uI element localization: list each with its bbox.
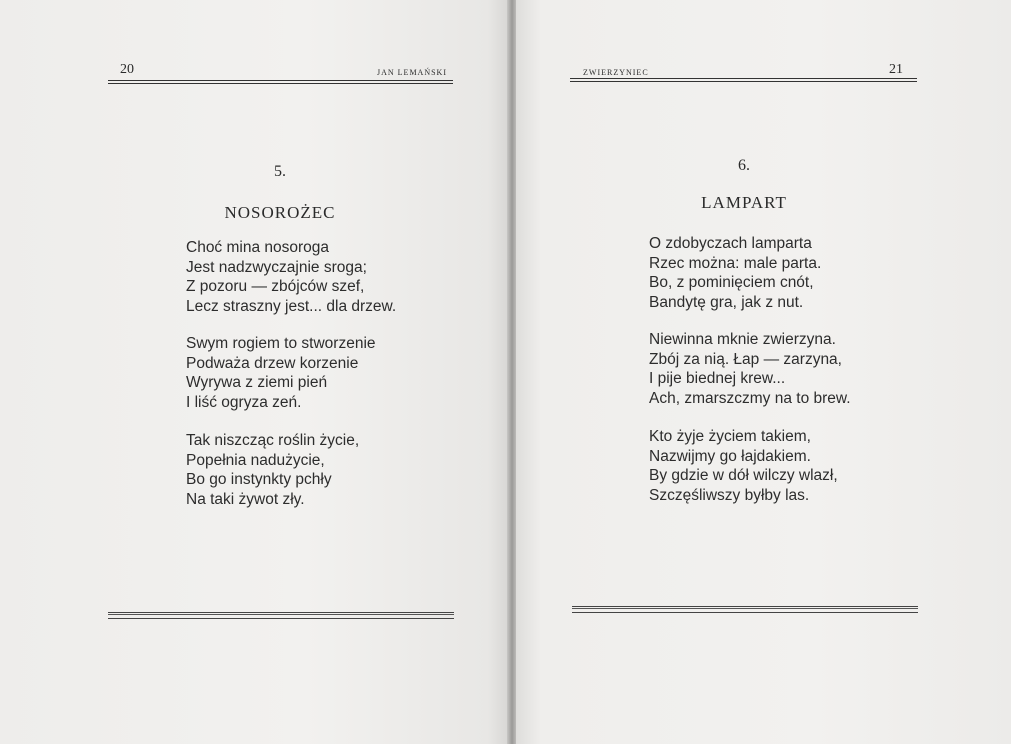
verse-line: Choć mina nosoroga <box>186 239 330 256</box>
poem-number-left: 5. <box>274 163 286 180</box>
verse-line: Swym rogiem to stworzenie <box>186 335 376 352</box>
verse-line: Jest nadzwyczajnie sroga; <box>186 258 367 276</box>
verse-line: Bandytę gra, jak z nut. <box>649 293 804 311</box>
page-number-right: 21 <box>889 62 903 77</box>
poem-number-right: 6. <box>738 157 750 174</box>
verse-line: Nazwijmy go łajdakiem. <box>649 447 811 465</box>
verse-line: Tak niszcząc roślin życie, <box>186 432 360 449</box>
verse-line: Z pozoru — zbójców szef, <box>186 278 365 295</box>
footer-rule-left <box>108 612 454 619</box>
right-page <box>516 0 1011 744</box>
page-number-left: 20 <box>120 62 134 77</box>
poem-title-right: LAMPART <box>701 193 787 212</box>
poem-title-left: NOSOROŻEC <box>224 203 336 222</box>
verse-line: Lecz straszny jest... dla drzew. <box>186 297 397 315</box>
stanza-left-2 <box>186 334 376 412</box>
verse-line: Popełnia nadużycie, <box>186 451 325 469</box>
verse-line: Bo go instynkty pchły <box>186 471 332 488</box>
stanza-left-3 <box>186 431 359 509</box>
stanza-right-1 <box>649 234 821 312</box>
left-page-header <box>108 62 453 82</box>
stanza-right-3 <box>649 427 838 505</box>
verse-line: Podważa drzew korzenie <box>186 354 359 372</box>
running-head-right: ZWIERZYNIEC <box>583 68 649 77</box>
verse-line: I liść ogryza zeń. <box>186 393 302 411</box>
header-rule-left <box>108 80 453 84</box>
verse-line: Szczęśliwszy byłby las. <box>649 486 810 504</box>
verse-line: I pije biednej krew... <box>649 370 786 387</box>
verse-line: O zdobyczach lamparta <box>649 235 812 252</box>
stanza-left-1 <box>186 238 396 316</box>
verse-line: By gdzie w dół wilczy wlazł, <box>649 467 838 484</box>
verse-line: Wyrywa z ziemi pień <box>186 374 328 391</box>
verse-line: Ach, zmarszczmy na to brew. <box>649 389 851 407</box>
footer-rule-right <box>572 606 918 613</box>
verse-line: Bo, z pominięciem cnót, <box>649 274 814 291</box>
verse-line: Kto żyje życiem takiem, <box>649 428 811 445</box>
verse-line: Zbój za nią. Łap — zarzyna, <box>649 350 842 368</box>
verse-line: Niewinna mknie zwierzyna. <box>649 331 836 348</box>
verse-line: Rzec można: male parta. <box>649 254 822 272</box>
stanza-right-2 <box>649 330 851 408</box>
verse-line: Na taki żywot zły. <box>186 490 305 508</box>
running-head-left: JAN LEMAŃSKI <box>377 68 447 77</box>
header-rule-right <box>570 78 917 82</box>
